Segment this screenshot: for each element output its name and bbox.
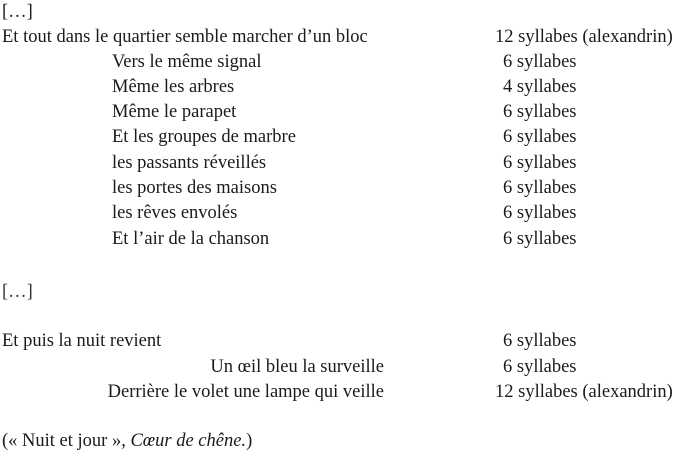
syllable-count: 12 syllabes (alexandrin)	[495, 382, 673, 402]
citation-title: (« Nuit et jour »,	[2, 431, 131, 451]
verse-line: Et l’air de la chanson	[112, 229, 270, 249]
verse-line: Et puis la nuit revient	[2, 331, 162, 351]
verse-line: Et les groupes de marbre	[112, 127, 296, 147]
verse-line: Un œil bleu la surveille	[210, 357, 384, 377]
syllable-count: 6 syllabes	[503, 102, 577, 122]
syllable-count: 6 syllabes	[503, 229, 577, 249]
citation-work: Cœur de chêne.	[130, 431, 247, 451]
syllable-count: 4 syllabes	[503, 77, 577, 97]
verse-line: les portes des maisons	[112, 178, 277, 198]
verse-line: Même le parapet	[112, 102, 237, 122]
verse-line: Même les arbres	[112, 77, 235, 97]
syllable-count: 6 syllabes	[503, 331, 577, 351]
syllable-count: 6 syllabes	[503, 203, 577, 223]
verse-line: Derrière le volet une lampe qui veille	[107, 382, 384, 402]
syllable-count: 6 syllabes	[503, 153, 577, 173]
citation-close: )	[246, 431, 253, 451]
verse-line: Et tout dans le quartier semble marcher d’un bloc	[2, 27, 368, 47]
syllable-count: 6 syllabes	[503, 52, 577, 72]
ellipsis-top: […]	[2, 2, 33, 22]
verse-line: Vers le même signal	[112, 52, 262, 72]
syllable-count: 6 syllabes	[503, 357, 577, 377]
syllable-count: 6 syllabes	[503, 127, 577, 147]
syllable-count: 6 syllabes	[503, 178, 577, 198]
verse-line: les rêves envolés	[112, 203, 238, 223]
verse-line: les passants réveillés	[112, 153, 267, 173]
syllable-count: 12 syllabes (alexandrin)	[495, 27, 673, 47]
ellipsis-middle: […]	[2, 282, 33, 302]
citation	[2, 430, 252, 452]
